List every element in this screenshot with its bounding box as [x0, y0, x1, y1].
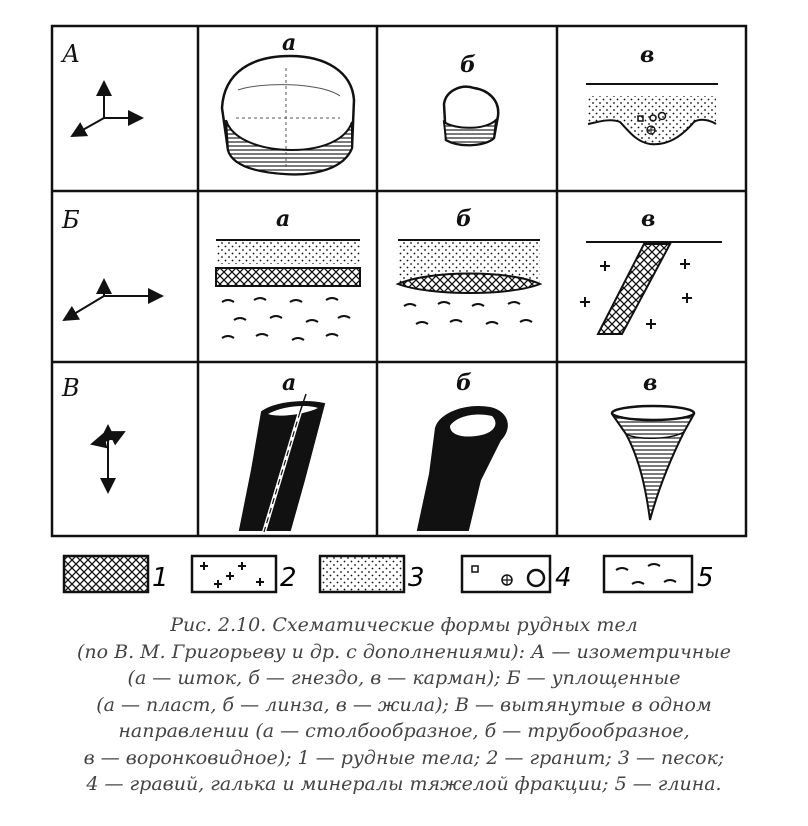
legend-item-3 [320, 556, 425, 593]
legend-item-5 [604, 556, 714, 593]
lens-drawing [398, 240, 540, 324]
caption-line: (а — пласт, б — линза, в — жила); В — вытянутые в одном [96, 693, 712, 716]
caption-line: (а — шток, б — гнездо, в — карман); Б — уплощенные [127, 667, 681, 689]
legend-number-3: 3 [408, 563, 425, 593]
col-label-r1-a: а [282, 30, 297, 56]
legend-number-5: 5 [697, 563, 714, 593]
row-label-v: В [62, 374, 80, 402]
col-label-r2-b: б [456, 206, 472, 232]
col-label-r2-a: а [276, 206, 291, 232]
col-label-r2-v: в [641, 206, 656, 232]
legend-item-1 [64, 556, 169, 593]
legend-number-4: 4 [555, 563, 572, 593]
caption-line: 4 — гравий, галька и минералы тяжелой фракции; 5 — глина. [86, 773, 722, 795]
col-label-r1-b: б [460, 52, 476, 78]
tubular-drawing [418, 407, 507, 530]
stock-drawing [222, 56, 354, 174]
legend-number-1: 1 [152, 563, 169, 593]
axes-3d-icon-row2 [64, 280, 162, 320]
row-label-b: Б [62, 206, 80, 234]
legend-item-2 [192, 556, 297, 593]
col-label-r3-b: б [456, 370, 472, 396]
axes-3d-icon-row3 [92, 426, 124, 492]
caption-line: (по В. М. Григорьеву и др. с дополнениями): А — изометричные [77, 640, 731, 663]
legend-item-4 [462, 556, 572, 593]
pocket-drawing [586, 84, 718, 144]
axes-3d-icon-row1 [72, 82, 142, 136]
caption-line: в — воронковидное); 1 — рудные тела; 2 — гранит; 3 — песок; [83, 746, 725, 769]
nest-drawing [444, 87, 498, 145]
col-label-r1-v: в [640, 42, 655, 68]
col-label-r3-a: а [282, 370, 297, 396]
figure-caption [20, 612, 788, 798]
funnel-drawing [612, 406, 694, 520]
caption-line: направлении (а — столбообразное, б — трубообразное, [118, 720, 690, 742]
vein-drawing [580, 242, 722, 334]
columnar-drawing [240, 394, 324, 532]
legend [64, 556, 714, 593]
caption-line: Рис. 2.10. Схематические формы рудных тел [170, 614, 638, 636]
col-label-r3-v: в [643, 370, 658, 396]
bed-drawing [216, 240, 360, 340]
legend-number-2: 2 [280, 563, 297, 593]
row-label-a: А [62, 40, 81, 68]
